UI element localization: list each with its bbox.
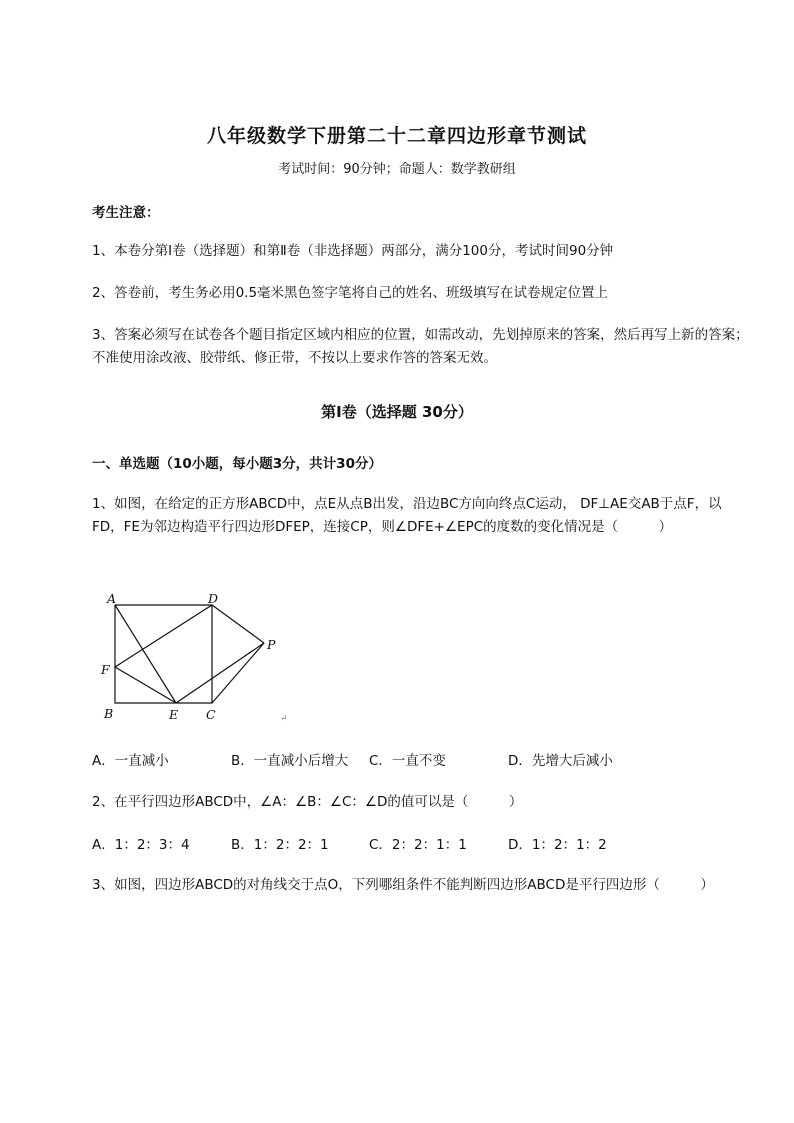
section-title: 第I卷（选择题 30分） bbox=[321, 403, 473, 421]
notice-item-1: 1、本卷分第I卷（选择题）和第Ⅱ卷（非选择题）两部分，满分100分，考试时间90分钟 bbox=[92, 243, 614, 259]
option-a[interactable]: A．1：2：3：4 bbox=[92, 837, 190, 853]
exam-info: 考试时间：90分钟；命题人：数学教研组 bbox=[278, 162, 516, 177]
option-d[interactable]: D．1：2：1：2 bbox=[508, 837, 607, 853]
page-title: 八年级数学下册第二十二章四边形章节测试 bbox=[206, 125, 587, 147]
point-label-a: A bbox=[107, 591, 117, 606]
point-label-c: C bbox=[206, 707, 216, 722]
option-c[interactable]: C．2：2：1：1 bbox=[369, 837, 467, 853]
question-3-stem: 3、如图，四边形ABCD的对角线交于点O，下列哪组条件不能判断四边形ABCD是平行四边形（ ） bbox=[92, 877, 714, 893]
option-a[interactable]: A．一直减小 bbox=[92, 753, 169, 769]
option-b[interactable]: B．1：2：2：1 bbox=[231, 837, 329, 853]
notice-item-2: 2、答卷前，考生务必用0.5毫米黑色签字笔将自己的姓名、班级填写在试卷规定位置上 bbox=[92, 285, 609, 301]
point-label-f: F bbox=[101, 662, 110, 677]
question-2-stem: 2、在平行四边形ABCD中，∠A：∠B：∠C：∠D的值可以是（ ） bbox=[92, 794, 523, 810]
option-d[interactable]: D．先增大后减小 bbox=[508, 753, 613, 769]
point-label-p: P bbox=[267, 637, 276, 652]
notice-item-3: 3、答案必须写在试卷各个题目指定区域内相应的位置，如需改动，先划掉原来的答案，然后再写上新的答案；不准使用涂改液、胶带纸、修正带，不按以上要求作答的答案无效。 bbox=[92, 327, 749, 366]
square-geometry-figure bbox=[95, 585, 295, 730]
point-label-b: B bbox=[104, 706, 114, 721]
return-mark: ↵ bbox=[280, 714, 288, 724]
point-label-d: D bbox=[208, 591, 219, 606]
notice-heading: 考生注意： bbox=[92, 205, 160, 221]
option-b[interactable]: B．一直减小后增大 bbox=[231, 753, 349, 769]
option-c[interactable]: C．一直不变 bbox=[369, 753, 446, 769]
question-1-stem: 1、如图，在给定的正方形ABCD中，点E从点B出发，沿边BC方向向终点C运动， DF⊥AE交AB于点F，以FD，FE为邻边构造平行四边形DFEP，连接CP，则∠DFE+∠EPC的度数的变化情况是（ ） bbox=[92, 496, 722, 535]
part-heading: 一、单选题（10小题，每小题3分，共计30分） bbox=[92, 456, 382, 472]
point-label-e: E bbox=[169, 707, 179, 722]
